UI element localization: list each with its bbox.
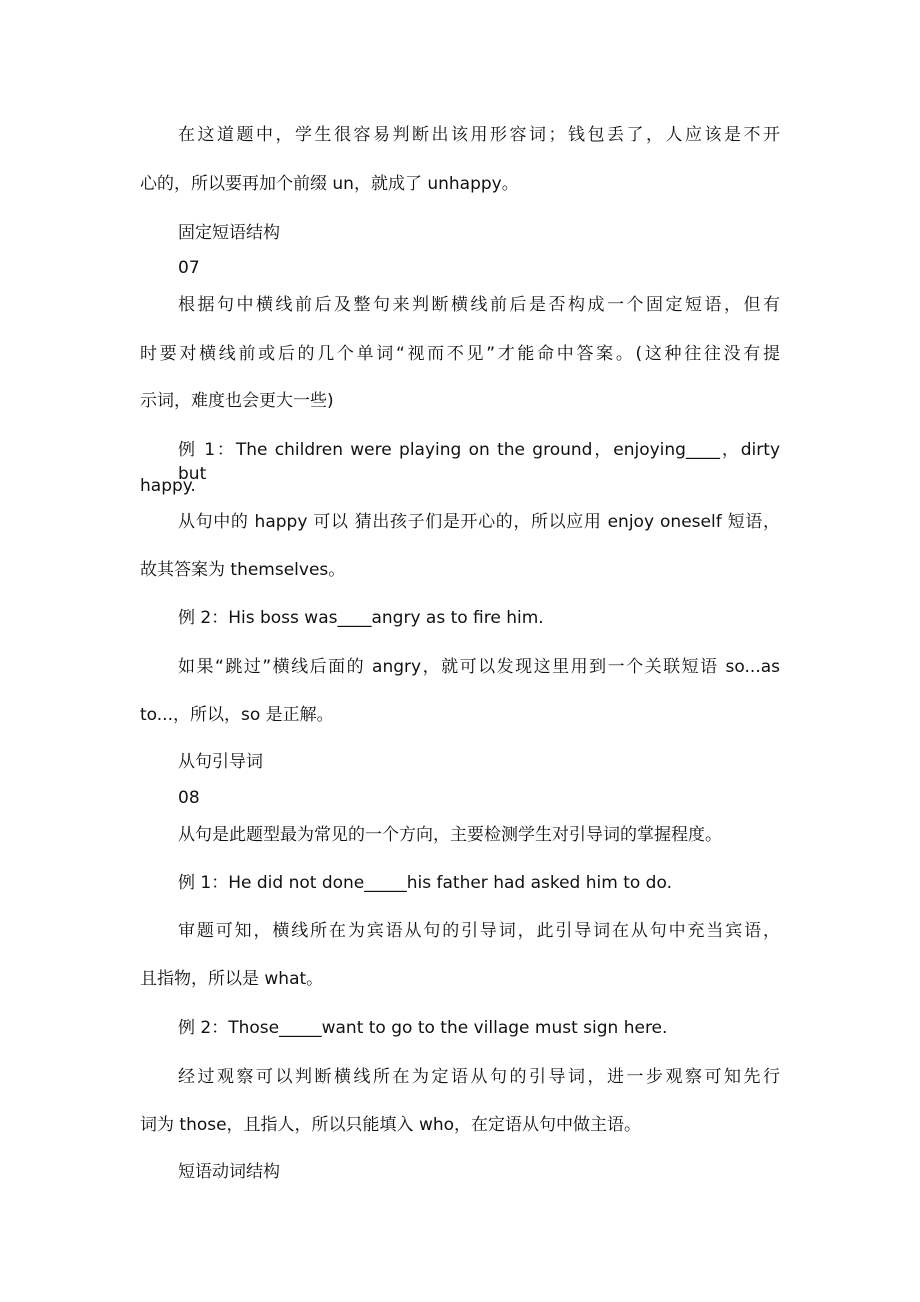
section-heading: 固定短语结构 — [178, 223, 280, 243]
paragraph-line: to...，所以，so 是正解。 — [140, 705, 334, 725]
section-number: 07 — [178, 258, 200, 278]
paragraph-line: 审题可知，横线所在为宾语从句的引导词，此引导词在从句中充当宾语， — [178, 921, 780, 941]
paragraph-line: 经过观察可以判断横线所在为定语从句的引导词，进一步观察可知先行 — [178, 1067, 780, 1087]
paragraph-line: 如果“跳过”横线后面的 angry，就可以发现这里用到一个关联短语 so...as — [178, 657, 780, 677]
paragraph-line: 根据句中横线前后及整句来判断横线前后是否构成一个固定短语，但有 — [178, 295, 780, 315]
section-number: 08 — [178, 788, 200, 808]
paragraph-line: 心的，所以要再加个前缀 un，就成了 unhappy。 — [140, 174, 519, 194]
paragraph-line: 故其答案为 themselves。 — [140, 560, 346, 580]
paragraph-line: 在这道题中，学生很容易判断出该用形容词；钱包丢了，人应该是不开 — [178, 125, 780, 145]
example-line: 例 2：His boss was____angry as to fire him. — [178, 608, 544, 628]
example-line: 例 1：The children were playing on the ground，enjoying____，dirty but — [178, 440, 780, 484]
paragraph-line: 从句中的 happy 可以 猜出孩子们是开心的，所以应用 enjoy oneself 短语， — [178, 512, 780, 532]
example-line: 例 2：Those_____want to go to the village must sign here. — [178, 1018, 668, 1038]
paragraph-line: 且指物，所以是 what。 — [140, 969, 324, 989]
example-line: 例 1：He did not done_____his father had asked him to do. — [178, 873, 672, 893]
paragraph-line: 词为 those，且指人，所以只能填入 who，在定语从句中做主语。 — [140, 1115, 642, 1135]
paragraph-line: 时要对横线前或后的几个单词“视而不见”才能命中答案。(这种往往没有提 — [140, 344, 780, 364]
paragraph-line: 示词，难度也会更大一些) — [140, 391, 334, 411]
section-heading: 从句引导词 — [178, 752, 263, 772]
example-line: happy. — [140, 476, 196, 496]
paragraph-line: 从句是此题型最为常见的一个方向，主要检测学生对引导词的掌握程度。 — [178, 825, 722, 845]
section-heading: 短语动词结构 — [178, 1162, 280, 1182]
